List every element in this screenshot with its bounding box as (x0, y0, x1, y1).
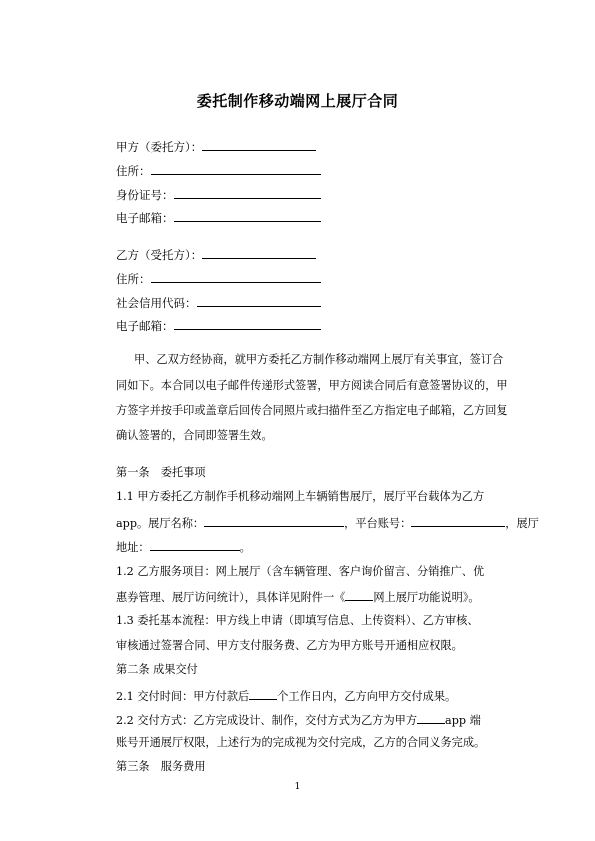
intro-line-4: 确认签署的，合同即签署生效。 (116, 429, 273, 442)
clause-1-2-text-b: 网上展厅功能说明》。 (373, 591, 480, 604)
clause-1-1-line-3 (116, 538, 251, 556)
party-b-credit-blank[interactable] (197, 294, 321, 307)
page-title: 委托制作移动端网上展厅合同 (196, 92, 399, 110)
intro-line-3: 方签字并按手印或盖章后回传合同照片或扫描件至乙方指定电子邮箱，乙方回复 (116, 404, 508, 417)
clause-1-1-address-label: 地址： (116, 541, 150, 554)
clause-1-2-line-1: 1.2 乙方服务项目：网上展厅（含车辆管理、客户询价留言、分销推广、优 (116, 565, 485, 578)
clause-2-1-text-b: 个工作日内，乙方向甲方交付成果。 (277, 690, 457, 703)
party-a-address-blank[interactable] (151, 162, 321, 175)
party-b-name-blank[interactable] (202, 246, 316, 259)
party-a-address-label: 住所： (116, 164, 151, 178)
article-2-heading: 第二条 成果交付 (116, 663, 198, 676)
article-1-heading: 第一条 委托事项 (116, 466, 206, 479)
party-a-id-label: 身份证号： (116, 188, 174, 202)
app-name-blank[interactable] (417, 711, 445, 724)
clause-1-3-line-2: 审核通过签署合同、甲方支付服务费、乙方为甲方账号开通相应权限。 (116, 639, 463, 652)
clause-1-1-line-2 (116, 514, 539, 532)
clause-2-2-text-a: 2.2 交付方式：乙方完成设计、制作，交付方式为乙方为甲方 (116, 714, 418, 727)
clause-2-2-text-b: app 端 (445, 714, 481, 727)
party-b-email-blank[interactable] (174, 317, 321, 330)
hall-address-blank[interactable] (150, 538, 240, 551)
party-a-name-label: 甲方（委托方）： (116, 140, 203, 154)
clause-1-2-text-a: 惠券管理、展厅访问统计），具体详见附件一《 (116, 591, 346, 604)
clause-1-1-name-label: app。展厅名称： (116, 517, 205, 530)
clause-2-1 (116, 687, 456, 705)
party-a-name-blank[interactable] (202, 138, 316, 151)
clause-1-1-hall-label: ，展厅 (505, 517, 539, 530)
party-a-id-blank[interactable] (174, 186, 321, 199)
clause-2-2-line-2: 账号开通展厅权限，上述行为的完成视为交付完成，乙方的合同义务完成。 (116, 736, 486, 749)
party-a-email-field (116, 209, 321, 226)
clause-2-1-text-a: 2.1 交付时间：甲方付款后 (116, 690, 250, 703)
clause-1-3-line-1: 1.3 委托基本流程：甲方线上申请（即填写信息、上传资料）、乙方审核、 (116, 614, 479, 627)
party-b-credit-field (116, 294, 321, 311)
party-b-address-field (116, 270, 321, 287)
party-b-address-label: 住所： (116, 272, 151, 286)
clause-1-1-account-label: ，平台账号： (344, 517, 412, 530)
party-b-credit-label: 社会信用代码： (116, 296, 197, 310)
intro-line-1: 甲、乙双方经协商，就甲方委托乙方制作移动端网上展厅有关事宜，签订合 (134, 353, 504, 366)
party-b-name-field (116, 246, 316, 263)
party-b-address-blank[interactable] (151, 270, 321, 283)
party-a-email-label: 电子邮箱： (116, 211, 174, 225)
party-b-email-field (116, 317, 321, 334)
clause-1-1-line-1: 1.1 甲方委托乙方制作手机移动端网上车辆销售展厅，展厅平台载体为乙方 (116, 490, 485, 503)
exhibition-name-blank[interactable] (204, 514, 344, 527)
article-3-heading: 第三条 服务费用 (116, 760, 206, 773)
intro-line-2: 同如下。本合同以电子邮件传递形式签署，甲方阅读合同后有意签署协议的，甲 (116, 379, 508, 392)
clause-1-1-period: 。 (239, 541, 251, 554)
party-a-name-field (116, 138, 316, 155)
platform-account-blank[interactable] (411, 514, 505, 527)
party-b-name-label: 乙方（受托方）： (116, 248, 203, 262)
work-days-blank[interactable] (249, 687, 277, 700)
party-a-id-field (116, 186, 321, 203)
party-a-address-field (116, 162, 321, 179)
clause-2-2-line-1 (116, 711, 481, 729)
party-b-email-label: 电子邮箱： (116, 319, 174, 333)
party-a-email-blank[interactable] (174, 209, 321, 222)
attachment-blank[interactable] (345, 588, 373, 601)
page-number: 1 (294, 782, 301, 792)
clause-1-2-line-2 (116, 588, 480, 606)
